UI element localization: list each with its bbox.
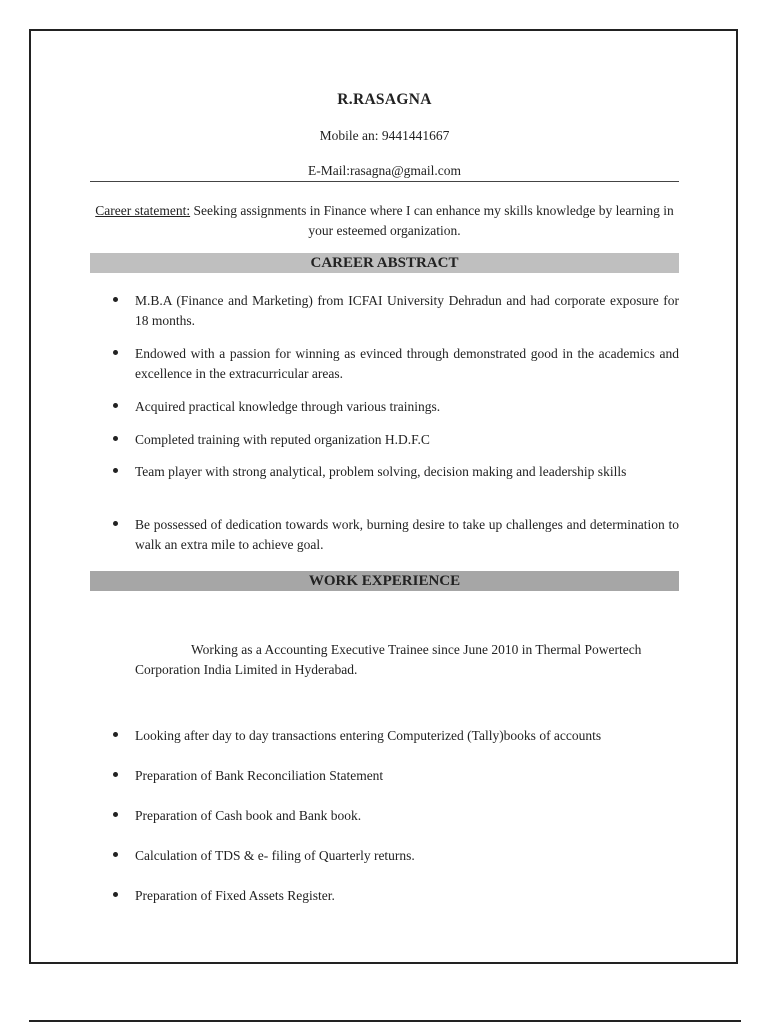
- mobile-number: Mobile an: 9441441667: [319, 128, 450, 143]
- list-item-text: Calculation of TDS & e- filing of Quarterly returns.: [135, 848, 415, 863]
- list-item-text: Looking after day to day transactions entering Computerized (Tally)books of accounts: [135, 728, 602, 743]
- bullet-icon: [113, 812, 118, 817]
- bullet-icon: [113, 436, 118, 441]
- list-item-text: Acquired practical knowledge through various trainings.: [135, 399, 441, 414]
- bullet-icon: [113, 350, 118, 355]
- list-item-text: M.B.A (Finance and Marketing) from ICFAI University Dehradun and had corporate exposure for 18 months.: [135, 293, 679, 328]
- header-divider: [90, 181, 679, 182]
- list-item-text: Be possessed of dedication towards work, burning desire to take up challenges and determination to walk an extra mile to achieve goal.: [135, 517, 679, 552]
- candidate-name: R.RASAGNA: [337, 91, 432, 108]
- list-item-text: Preparation of Cash book and Bank book.: [135, 808, 362, 823]
- bullet-icon: [113, 468, 118, 473]
- career-statement: [90, 201, 679, 241]
- list-item-text: Preparation of Fixed Assets Register.: [135, 888, 335, 903]
- section-heading-work-experience: WORK EXPERIENCE: [90, 571, 679, 591]
- list-item-text: Preparation of Bank Reconciliation Statement: [135, 768, 384, 783]
- bullet-icon: [113, 732, 118, 737]
- bullet-icon: [113, 521, 118, 526]
- bullet-icon: [113, 892, 118, 897]
- career-statement-label: Career statement:: [95, 203, 191, 218]
- email-address: E-Mail:rasagna@gmail.com: [307, 163, 461, 178]
- bullet-icon: [113, 297, 118, 302]
- next-page-top-rule: [29, 1020, 741, 1022]
- work-summary: Working as a Accounting Executive Trainee since June 2010 in Thermal Powertech Corporation India Limited in Hyderabad.: [135, 642, 642, 677]
- list-item-text: Completed training with reputed organization H.D.F.C: [135, 432, 430, 447]
- section-heading-career-abstract: CAREER ABSTRACT: [90, 253, 679, 273]
- bullet-icon: [113, 852, 118, 857]
- list-item-text: Endowed with a passion for winning as evinced through demonstrated good in the academics and excellence in the extracurricular areas.: [135, 346, 679, 381]
- career-statement-text: Seeking assignments in Finance where I can enhance my skills knowledge by learning in your esteemed organization.: [190, 203, 674, 238]
- bullet-icon: [113, 772, 118, 777]
- list-item-text: Team player with strong analytical, problem solving, decision making and leadership skills: [135, 464, 627, 479]
- bullet-icon: [113, 403, 118, 408]
